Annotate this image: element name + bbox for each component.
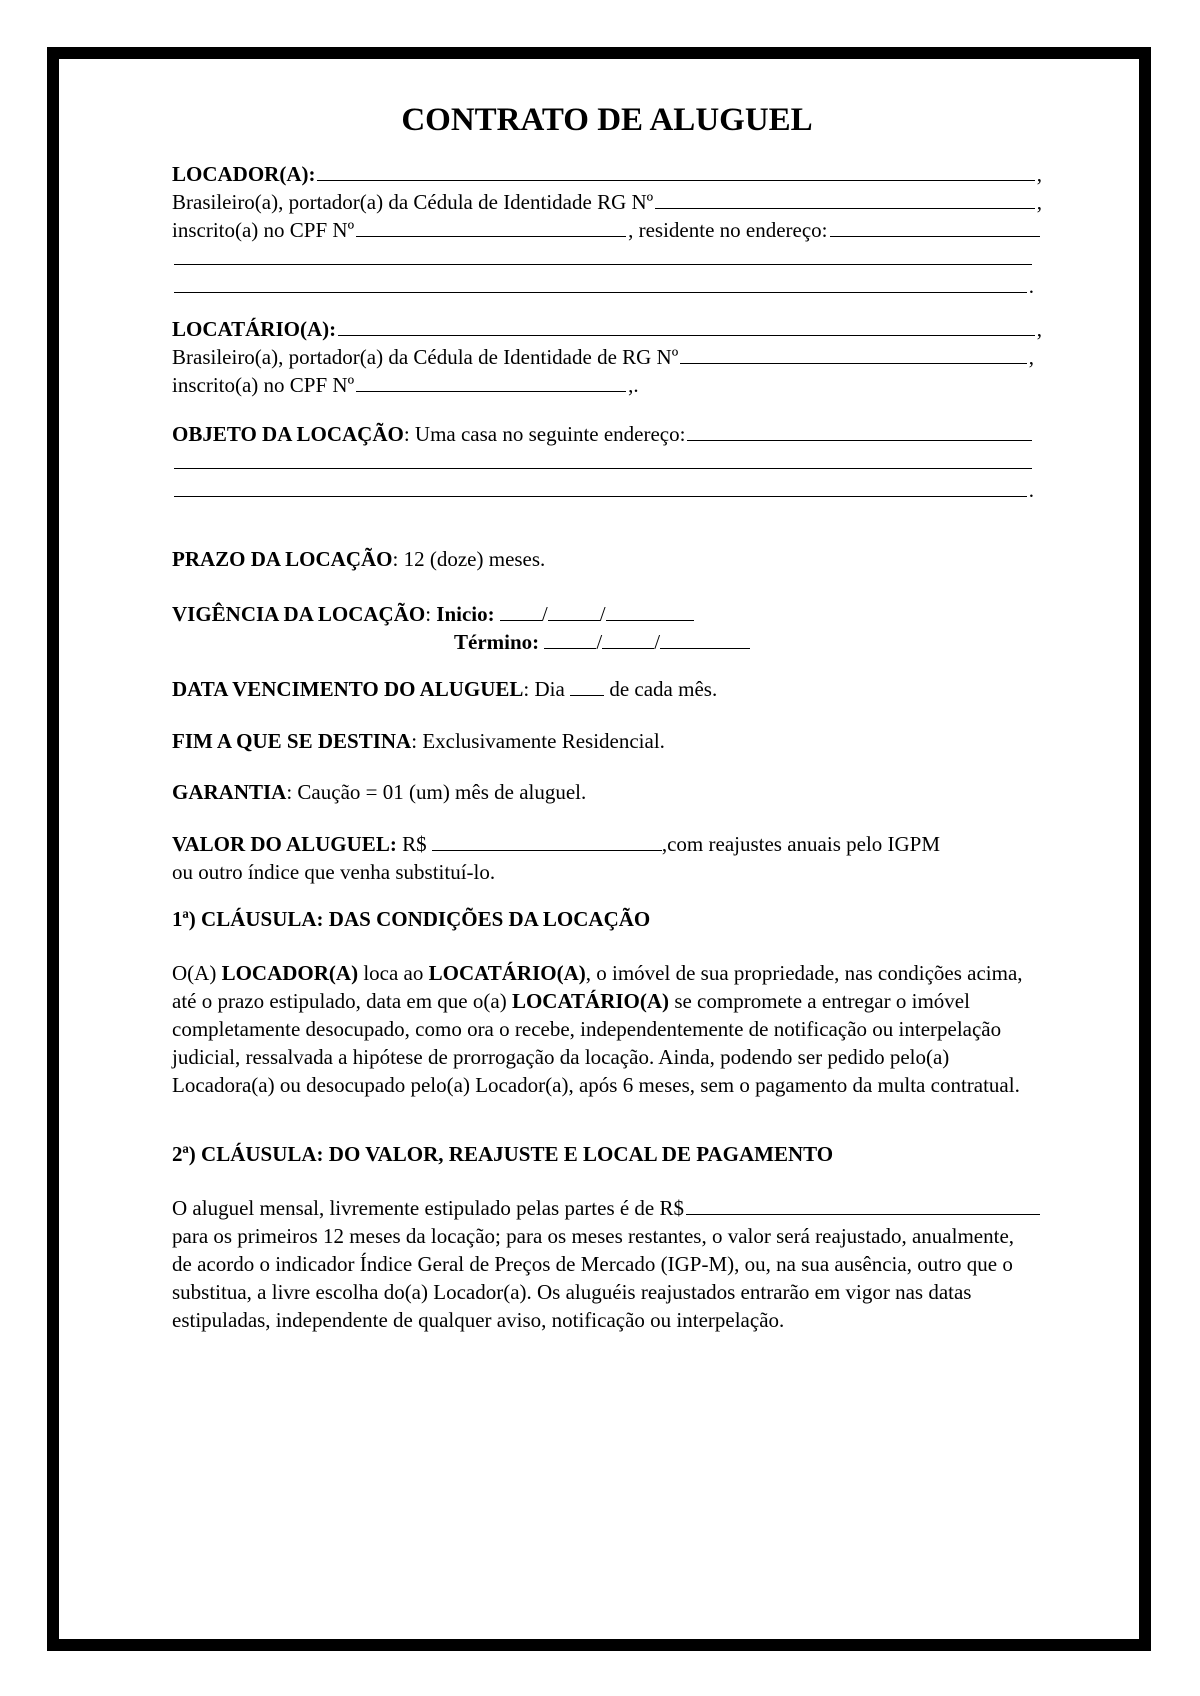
locatario-rg-text: Brasileiro(a), portador(a) da Cédula de Identidade de RG Nº xyxy=(172,345,679,369)
inicio-day-field[interactable] xyxy=(500,600,542,621)
locador-rg-text: Brasileiro(a), portador(a) da Cédula de Identidade RG Nº xyxy=(172,190,654,214)
locador-rg-field[interactable] xyxy=(655,188,1035,209)
inicio-year-field[interactable] xyxy=(606,600,694,621)
termino-year-field[interactable] xyxy=(660,628,750,649)
prazo-text: : 12 (doze) meses. xyxy=(392,547,546,571)
vencimento-label: DATA VENCIMENTO DO ALUGUEL xyxy=(172,677,524,701)
vencimento-day-field[interactable] xyxy=(570,675,604,696)
locador-name-field[interactable] xyxy=(317,160,1034,181)
locatario-rg-field[interactable] xyxy=(680,343,1027,364)
prazo-section xyxy=(172,545,1042,573)
locatario-cpf-text: inscrito(a) no CPF Nº xyxy=(172,373,355,397)
clausula-1-heading: 1ª) CLÁUSULA: DAS CONDIÇÕES DA LOCAÇÃO xyxy=(172,907,651,931)
clausula-2-body: O aluguel mensal, livremente estipulado pelas partes é de R$ para os primeiros 12 meses da locação; para os meses restantes, o valor será reajustado, anualmente, de acordo o indicador Índice Geral de Preços de Mercado (IGP-M), ou, na sua ausência, outro que o substitua, a livre escolha do(a) Locador(a). Os aluguéis reajustados entrarão em vigor nas datas estipuladas, independente de qualquer aviso, notificação ou interpelação. xyxy=(172,1194,1042,1334)
clausula-1 xyxy=(172,905,1042,1099)
valor-amount-field[interactable] xyxy=(432,830,662,851)
vigencia-label: VIGÊNCIA DA LOCAÇÃO xyxy=(172,602,426,626)
valor-label: VALOR DO ALUGUEL: xyxy=(172,832,397,856)
locador-cpf-text: inscrito(a) no CPF Nº xyxy=(172,218,355,242)
objeto-text: : Uma casa no seguinte endereço: xyxy=(403,422,686,446)
vigencia-section: VIGÊNCIA DA LOCAÇÃO : Inicio: / / Término: / / xyxy=(172,600,1042,656)
clausula-1-body: O(A) LOCADOR(A) loca ao LOCATÁRIO(A), o imóvel de sua propriedade, nas condições acima, até o prazo estipulado, data em que o(a) LOCATÁRIO(A) se compromete a entregar o imóvel completamente desocupado, como ora o recebe, independentemente de notificação ou interpelação judicial, ressalvada a hipótese de prorrogação da locação. Ainda, podendo ser pedido pelo(a) Locadora(a) ou desocupado pelo(a) Locador(a), após 6 meses, sem o pagamento da multa contratual. xyxy=(172,961,1023,1097)
locador-section: LOCADOR(A): , Brasileiro(a), portador(a) da Cédula de Identidade RG Nº , inscrito(a) no CPF Nº , residente no endereço: . xyxy=(172,162,1042,298)
locador-address-field[interactable] xyxy=(830,216,1040,237)
objeto-address-field[interactable] xyxy=(687,420,1032,441)
valor-section: VALOR DO ALUGUEL: R$ ,com reajustes anuais pelo IGPM ou outro índice que venha substituí-lo. xyxy=(172,832,941,884)
garantia-section: GARANTIA : Caução = 01 (um) mês de aluguel. xyxy=(172,780,587,804)
page-title: CONTRATO DE ALUGUEL xyxy=(401,102,813,138)
locatario-cpf-field[interactable] xyxy=(356,371,626,392)
termino-month-field[interactable] xyxy=(602,628,654,649)
vencimento-section: DATA VENCIMENTO DO ALUGUEL : Dia de cada mês. xyxy=(172,677,718,701)
locador-address-line-2[interactable] xyxy=(174,244,1032,265)
clausula-2-heading: 2ª) CLÁUSULA: DO VALOR, REAJUSTE E LOCAL DE PAGAMENTO xyxy=(172,1142,834,1166)
fim-section: FIM A QUE SE DESTINA : Exclusivamente Residencial. xyxy=(172,729,665,753)
objeto-section: OBJETO DA LOCAÇÃO : Uma casa no seguinte endereço: . xyxy=(172,422,1034,502)
locador-address-line-3[interactable] xyxy=(174,272,1027,293)
locatario-label: LOCATÁRIO(A): xyxy=(172,317,337,341)
termino-label: Término: xyxy=(454,630,540,654)
prazo-label: PRAZO DA LOCAÇÃO xyxy=(172,547,393,571)
inicio-month-field[interactable] xyxy=(548,600,600,621)
locatario-section: LOCATÁRIO(A): , Brasileiro(a), portador(a) da Cédula de Identidade de RG Nº , inscrito(a) no CPF Nº ,. xyxy=(172,317,1042,397)
locador-label: LOCADOR(A): xyxy=(172,162,316,186)
termino-day-field[interactable] xyxy=(544,628,596,649)
inicio-label: Inicio: xyxy=(436,602,495,626)
garantia-label: GARANTIA xyxy=(172,780,287,804)
objeto-label: OBJETO DA LOCAÇÃO xyxy=(172,422,404,446)
clausula-2 xyxy=(172,1140,1042,1334)
locatario-name-field[interactable] xyxy=(338,315,1035,336)
locador-residence-text: , residente no endereço: xyxy=(628,218,828,242)
objeto-address-line-3[interactable] xyxy=(174,476,1027,497)
clausula-2-amount-field[interactable] xyxy=(686,1194,1040,1215)
locador-cpf-field[interactable] xyxy=(356,216,626,237)
objeto-address-line-2[interactable] xyxy=(174,448,1032,469)
fim-label: FIM A QUE SE DESTINA xyxy=(172,729,412,753)
